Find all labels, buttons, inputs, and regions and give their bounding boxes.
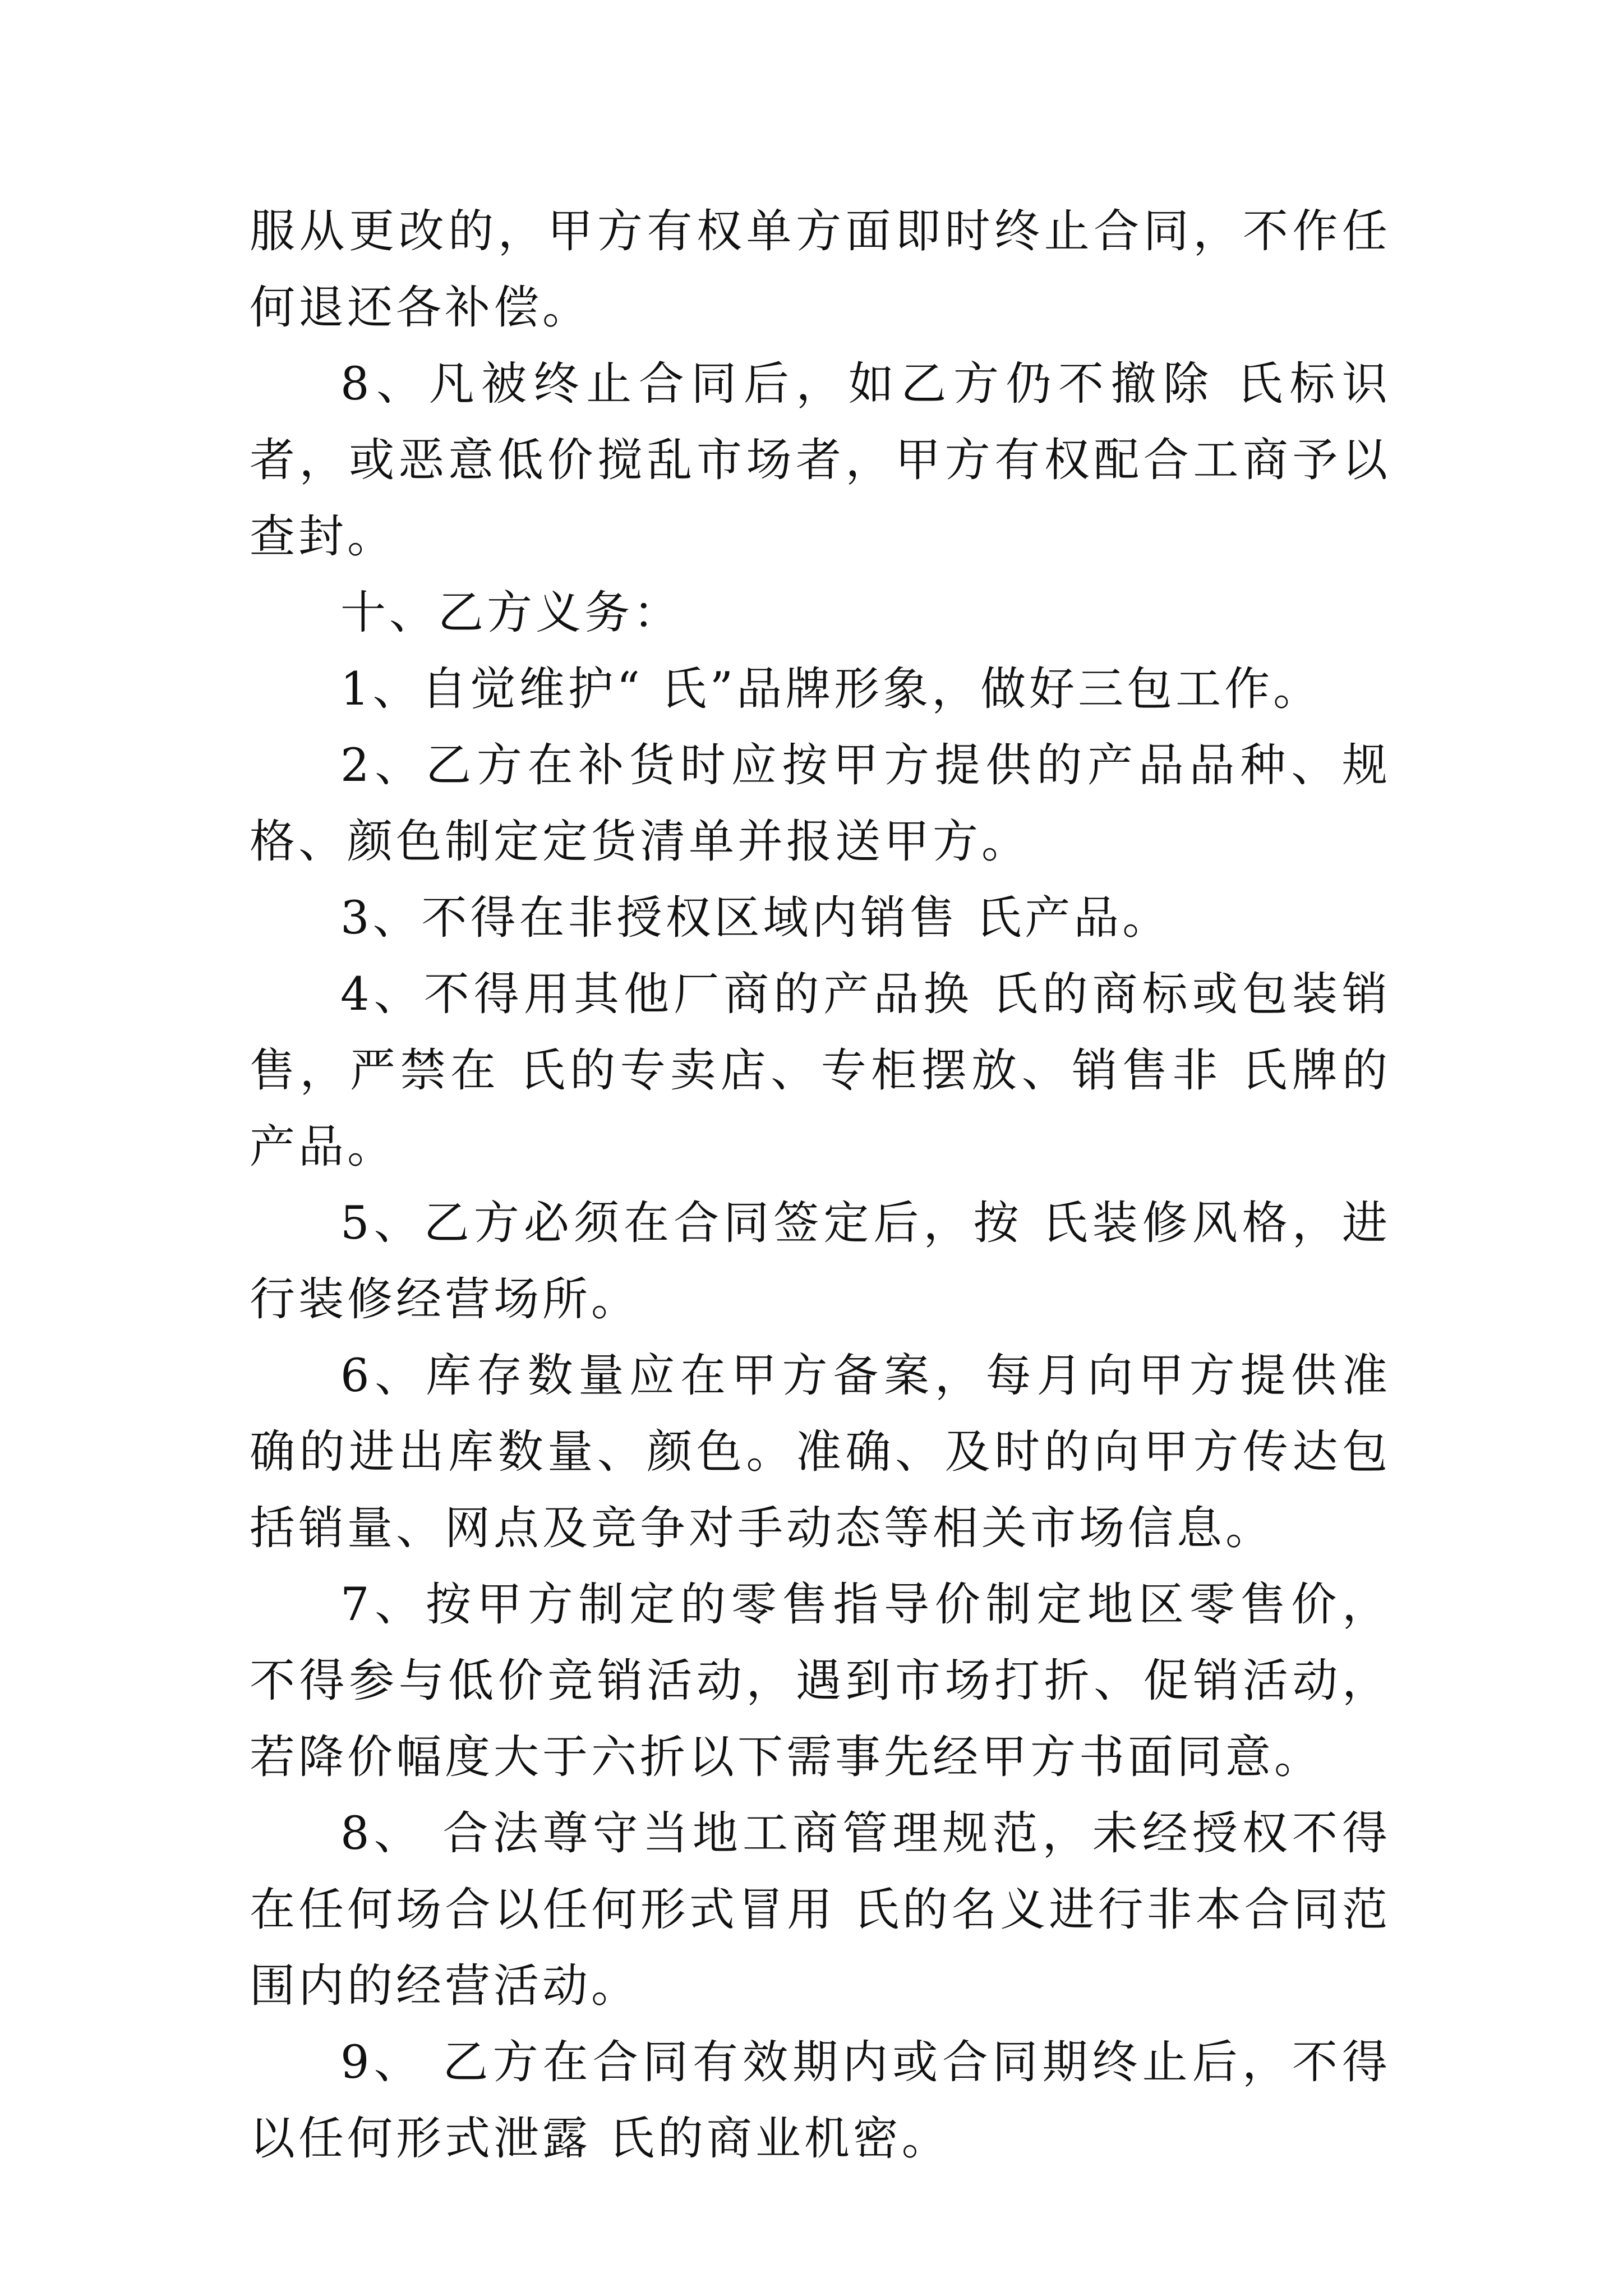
paragraph-obligation-4: 4、不得用其他厂商的产品换 氏的商标或包装销售，严禁在 氏的专卖店、专柜摆放、销售非 氏牌的产品。 bbox=[250, 968, 1391, 1174]
paragraph-obligation-6: 6、库存数量应在甲方备案，每月向甲方提供准确的进出库数量、颜色。准确、及时的向甲方传达包括销量、网点及竞争对手动态等相关市场信息。 bbox=[250, 1350, 1391, 1555]
paragraph-clause-9-8: 8、凡被终止合同后，如乙方仍不撤除 氏标识者，或恶意低价搅乱市场者，甲方有权配合工商予以查封。 bbox=[250, 358, 1391, 563]
paragraph-obligation-3: 3、不得在非授权区域内销售 氏产品。 bbox=[340, 892, 1172, 945]
document-body bbox=[250, 194, 1391, 2177]
paragraph-continuation: 服从更改的，甲方有权单方面即时终止合同，不作任何退还各补偿。 bbox=[250, 205, 1391, 334]
paragraph-obligation-8: 8、 合法尊守当地工商管理规范，未经授权不得在任何场合以任何形式冒用 氏的名义进行非本合同范围内的经营活动。 bbox=[250, 1807, 1391, 2013]
paragraph-obligation-2: 2、乙方在补货时应按甲方提供的产品品种、规格、颜色制定定货清单并报送甲方。 bbox=[250, 739, 1391, 868]
paragraph-obligation-9: 9、 乙方在合同有效期内或合同期终止后，不得以任何形式泄露 氏的商业机密。 bbox=[250, 2036, 1391, 2165]
paragraph-obligation-1: 1、自觉维护“ 氏”品牌形象，做好三包工作。 bbox=[340, 663, 1322, 716]
section-heading-party-b-obligations: 十、乙方义务： bbox=[340, 587, 683, 639]
paragraph-obligation-7: 7、按甲方制定的零售指导价制定地区零售价，不得参与低价竞销活动，遇到市场打折、促销活动，若降价幅度大于六折以下需事先经甲方书面同意。 bbox=[250, 1579, 1391, 1784]
paragraph-obligation-5: 5、乙方必须在合同签定后，按 氏装修风格，进行装修经营场所。 bbox=[250, 1197, 1391, 1326]
